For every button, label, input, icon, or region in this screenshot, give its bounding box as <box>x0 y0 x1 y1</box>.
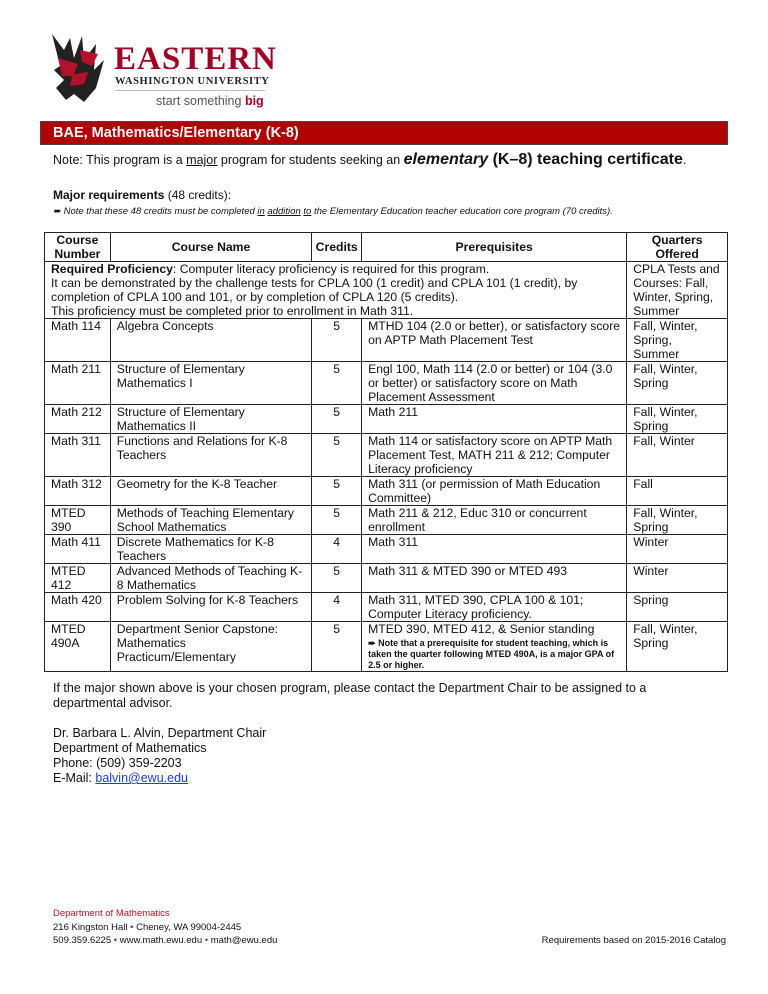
course-name <box>110 405 312 434</box>
course-name-text: Methods of Teaching Elementary School Mathematics <box>116 506 295 534</box>
course-number <box>45 535 111 564</box>
course-name-text: Advanced Methods of Teaching K-8 Mathematics <box>116 564 303 592</box>
course-credits-text: 5 <box>333 506 341 520</box>
header-prerequisites: Prerequisites <box>362 233 627 262</box>
logo-divider <box>115 90 265 91</box>
table-row <box>45 593 728 622</box>
course-prerequisites-text: MTED 390, MTED 412, & Senior standing <box>368 622 595 636</box>
table-row <box>45 434 728 477</box>
separator-dot: • <box>127 921 137 933</box>
course-number-text: MTED 390 <box>51 506 86 534</box>
course-prerequisites-text: Math 311 (or permission of Math Education Committee) <box>368 477 601 505</box>
course-prerequisites-text: MTHD 104 (2.0 or better), or satisfactory score on APTP Math Placement Test <box>368 319 621 347</box>
course-quarters-text: Fall, Winter, Spring <box>633 362 698 390</box>
proficiency-row <box>45 262 728 319</box>
course-quarters <box>627 535 728 564</box>
course-prerequisites <box>362 535 627 564</box>
table-row <box>45 362 728 405</box>
course-number <box>45 622 111 672</box>
major-requirements-heading <box>53 188 231 202</box>
wordmark: EASTERN <box>114 41 277 77</box>
chair-department: Department of Mathematics <box>53 741 207 755</box>
table-row <box>45 506 728 535</box>
course-prerequisites-text: Math 211 <box>368 405 419 419</box>
course-name <box>110 564 312 593</box>
table-row <box>45 535 728 564</box>
footer-website[interactable]: www.math.ewu.edu <box>119 935 203 946</box>
proficiency-line2: It can be demonstrated by the challenge tests for CPLA 100 (1 credit) and CPLA 101 (1 credit), by completion of CPLA 100 and 101, or by completion of CPLA 120 (5 credits). <box>51 276 578 304</box>
course-name-text: Problem Solving for K-8 Teachers <box>116 593 299 607</box>
course-number-text: Math 420 <box>51 593 102 607</box>
course-quarters <box>627 564 728 593</box>
footer-address-line <box>53 921 277 935</box>
table-row <box>45 319 728 362</box>
course-number <box>45 405 111 434</box>
course-name <box>110 622 312 672</box>
subnote-prefix: ➨ Note that these 48 credits must be completed <box>53 206 258 217</box>
course-prerequisites <box>362 434 627 477</box>
course-prerequisites-text: Math 311 <box>368 535 419 549</box>
major-requirements-credits: (48 credits): <box>164 188 232 202</box>
course-credits-text: 5 <box>333 405 341 419</box>
course-quarters-text: Winter <box>633 535 669 549</box>
course-quarters <box>627 405 728 434</box>
course-number <box>45 362 111 405</box>
course-quarters-text: Spring <box>633 593 669 607</box>
proficiency-line3: This proficiency must be completed prior to enrollment in Math 311. <box>51 304 414 318</box>
note-certificate: (K–8) teaching certificate <box>488 151 683 168</box>
footer-department: Department of Mathematics <box>53 908 170 919</box>
course-quarters-text: Fall, Winter, Spring, Summer <box>633 319 698 361</box>
course-prerequisites <box>362 564 627 593</box>
note-elementary: elementary <box>403 151 489 168</box>
course-credits-text: 5 <box>333 477 341 491</box>
course-quarters <box>627 319 728 362</box>
course-credits <box>312 362 362 405</box>
footer-phone: 509.359.6225 <box>53 935 112 946</box>
chair-name: Dr. Barbara L. Alvin, Department Chair <box>53 726 267 740</box>
course-prerequisites <box>362 477 627 506</box>
subnote-to: to <box>303 206 312 217</box>
course-credits-text: 5 <box>333 622 341 636</box>
course-prerequisites <box>362 319 627 362</box>
course-credits <box>312 405 362 434</box>
course-name <box>110 506 312 535</box>
course-credits <box>312 564 362 593</box>
footer-email[interactable]: math@ewu.edu <box>210 935 278 946</box>
course-quarters <box>627 362 728 405</box>
table-row <box>45 405 728 434</box>
course-credits-text: 4 <box>333 593 341 607</box>
proficiency-quarters: CPLA Tests and Courses: Fall, Winter, Spring, Summer <box>627 262 728 319</box>
footer-contact-line <box>53 934 277 948</box>
note-prefix: Note: This program is a <box>53 153 187 167</box>
course-credits <box>312 593 362 622</box>
footer-building: 216 Kingston Hall <box>53 921 128 933</box>
course-credits <box>312 622 362 672</box>
course-quarters <box>627 593 728 622</box>
header-quarters-offered: Quarters Offered <box>627 233 728 262</box>
course-name <box>110 477 312 506</box>
course-quarters-text: Fall, Winter <box>633 434 695 448</box>
course-credits-text: 5 <box>333 362 341 376</box>
major-requirements-note <box>53 206 613 217</box>
table-row <box>45 622 728 672</box>
course-name-text: Algebra Concepts <box>116 319 214 333</box>
course-name <box>110 319 312 362</box>
eastern-washington-university-logo <box>44 30 277 110</box>
course-name-text: Structure of Elementary Mathematics I <box>116 362 245 390</box>
note-suffix: . <box>682 153 687 167</box>
course-number-text: Math 411 <box>51 535 101 549</box>
subnote-in: in <box>257 206 265 217</box>
course-name <box>110 362 312 405</box>
subnote-suffix: the Elementary Education teacher education core program (70 credits). <box>311 206 613 217</box>
table-header-row <box>45 233 728 262</box>
course-name-text: Structure of Elementary Mathematics II <box>116 405 245 433</box>
course-prerequisites <box>362 405 627 434</box>
catalog-note: Requirements based on 2015-2016 Catalog <box>541 935 726 946</box>
note-major: major <box>186 153 218 167</box>
header-credits: Credits <box>312 233 362 262</box>
course-number-text: Math 211 <box>51 362 101 376</box>
course-quarters-text: Fall, Winter, Spring <box>633 622 698 650</box>
course-prerequisites-text: Engl 100, Math 114 (2.0 or better) or 104 (3.0 or better) or satisfactory score on Math Placement Assessment <box>368 362 613 404</box>
program-note <box>53 151 686 169</box>
eagle-icon <box>44 30 112 110</box>
footer-address <box>53 907 277 948</box>
course-credits <box>312 535 362 564</box>
course-quarters-text: Winter <box>633 564 669 578</box>
table-row <box>45 564 728 593</box>
proficiency-label: Required Proficiency <box>51 262 173 276</box>
course-prerequisites-text: Math 114 or satisfactory score on APTP Math Placement Test, MATH 211 & 212; Computer Literacy proficiency <box>368 434 613 476</box>
tagline <box>156 94 264 108</box>
course-prerequisites <box>362 506 627 535</box>
student-teaching-note: ➨ Note that a prerequisite for student teaching, which is taken the quarter following MTED 490A, is a major GPA of 2.5 or higher. <box>368 638 615 670</box>
course-number <box>45 477 111 506</box>
program-title-banner: BAE, Mathematics/Elementary (K-8) <box>40 121 728 145</box>
course-quarters <box>627 622 728 672</box>
course-quarters <box>627 477 728 506</box>
course-quarters-text: Fall, Winter, Spring <box>633 405 698 433</box>
table-row <box>45 477 728 506</box>
course-credits-text: 4 <box>333 535 341 549</box>
course-name <box>110 434 312 477</box>
separator-dot: • <box>202 935 211 946</box>
course-name-text: Functions and Relations for K-8 Teachers <box>116 434 288 462</box>
course-number <box>45 593 111 622</box>
course-name-text: Geometry for the K-8 Teacher <box>116 477 278 491</box>
course-name <box>110 593 312 622</box>
course-number <box>45 564 111 593</box>
chair-phone: Phone: (509) 359-2203 <box>53 756 182 770</box>
course-credits <box>312 506 362 535</box>
subnote-addition: addition <box>267 206 301 217</box>
course-number-text: Math 311 <box>51 434 101 448</box>
course-number <box>45 506 111 535</box>
course-prerequisites-text: Math 311, MTED 390, CPLA 100 & 101; Computer Literacy proficiency. <box>368 593 584 621</box>
course-credits-text: 5 <box>333 434 341 448</box>
course-number <box>45 319 111 362</box>
course-quarters-text: Fall, Winter, Spring <box>633 506 698 534</box>
course-quarters <box>627 434 728 477</box>
course-credits <box>312 477 362 506</box>
proficiency-text <box>45 262 627 319</box>
university-name: WASHINGTON UNIVERSITY <box>115 76 270 87</box>
course-number-text: Math 114 <box>51 319 101 333</box>
course-prerequisites <box>362 593 627 622</box>
course-number-text: Math 312 <box>51 477 102 491</box>
contact-intro: If the major shown above is your chosen program, please contact the Department Chair to be assigned to a departmental advisor. <box>53 681 647 710</box>
course-credits <box>312 319 362 362</box>
course-prerequisites-text: Math 311 & MTED 390 or MTED 493 <box>368 564 568 578</box>
major-requirements-label: Major requirements <box>53 188 165 202</box>
course-name <box>110 535 312 564</box>
separator-dot: • <box>111 935 120 946</box>
course-prerequisites <box>362 622 627 672</box>
course-name-text: Discrete Mathematics for K-8 Teachers <box>116 535 274 563</box>
course-quarters <box>627 506 728 535</box>
chair-email-line <box>53 771 653 786</box>
course-credits <box>312 434 362 477</box>
footer-city: Cheney, WA 99004-2445 <box>136 921 242 933</box>
course-number-text: MTED 412 <box>51 564 86 592</box>
note-middle: program for students seeking an <box>217 153 404 167</box>
tagline-emphasis: big <box>244 94 264 108</box>
course-credits-text: 5 <box>333 564 341 578</box>
course-prerequisites-text: Math 211 & 212, Educ 310 or concurrent enrollment <box>368 506 587 534</box>
contact-section <box>53 681 653 786</box>
course-number <box>45 434 111 477</box>
header-course-number: Course Number <box>45 233 111 262</box>
header-course-name: Course Name <box>110 233 312 262</box>
course-prerequisites <box>362 362 627 405</box>
course-number-text: Math 212 <box>51 405 102 419</box>
course-name-text: Department Senior Capstone: Mathematics Practicum/Elementary <box>116 622 278 664</box>
course-credits-text: 5 <box>333 319 341 333</box>
requirements-table <box>44 232 728 672</box>
proficiency-line1: : Computer literacy proficiency is required for this program. <box>172 262 490 276</box>
tagline-text: start something <box>156 94 245 108</box>
chair-email-link[interactable]: balvin@ewu.edu <box>95 771 188 785</box>
course-quarters-text: Fall <box>633 477 653 491</box>
course-number-text: MTED 490A <box>51 622 86 650</box>
email-label: E-Mail: <box>53 771 96 785</box>
